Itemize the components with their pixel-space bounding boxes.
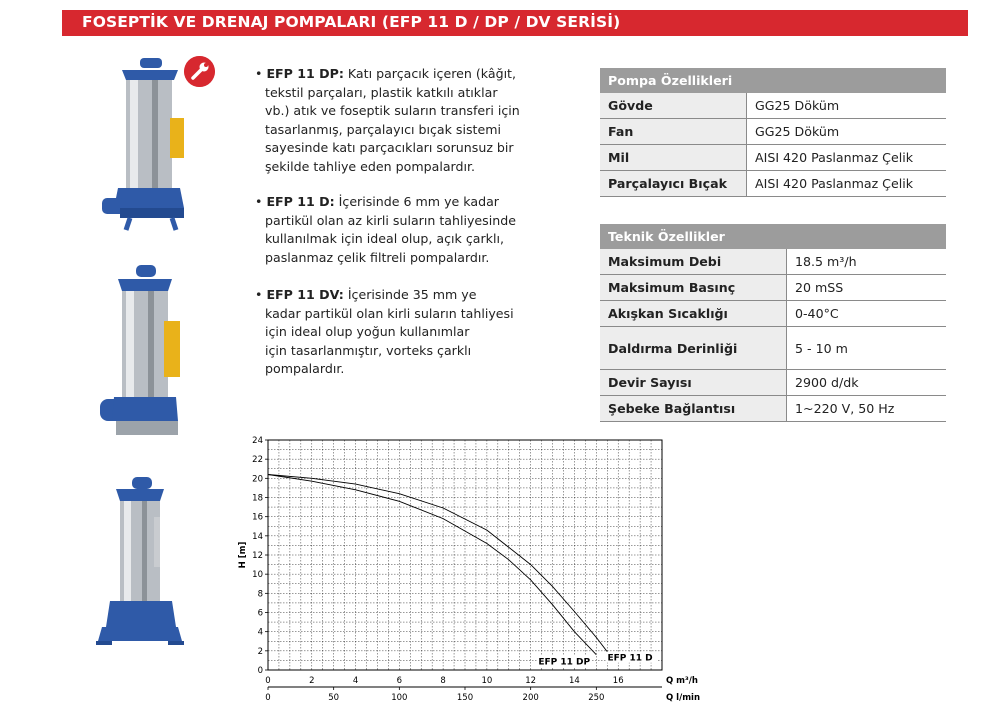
y-tick-label: 6 bbox=[257, 608, 263, 619]
description-dp-line-5: sayesinde katı parçacıkları sorunsuz bir bbox=[265, 140, 514, 156]
y-tick-label: 4 bbox=[257, 627, 263, 638]
table-row: Mil AISI 420 Paslanmaz Çelik bbox=[600, 145, 946, 171]
table-row: Maksimum Basınç 20 mSS bbox=[600, 275, 946, 301]
description-dv-line-2: kadar partikül olan kirli suların tahliyesi bbox=[265, 305, 514, 321]
title-banner bbox=[62, 10, 968, 36]
page-title: FOSEPTİK VE DRENAJ POMPALARI (EFP 11 D / DP / DV SERİSİ) bbox=[82, 13, 621, 31]
x-tick-label: 6 bbox=[396, 676, 403, 686]
y-tick-label: 16 bbox=[252, 512, 263, 523]
description-dv-line-3: için ideal olup yoğun kullanımlar bbox=[265, 324, 470, 340]
table-row: Akışkan Sıcaklığı 0-40°C bbox=[600, 301, 946, 327]
tech-specs-title: Teknik Özellikler bbox=[600, 224, 946, 249]
pump-image-d bbox=[98, 265, 190, 440]
x-tick-label: 4 bbox=[352, 676, 359, 686]
description-d bbox=[255, 193, 535, 267]
pump-specs-title: Pompa Özellikleri bbox=[600, 68, 946, 93]
wrench-icon bbox=[184, 56, 215, 87]
y-tick-label: 12 bbox=[252, 551, 263, 561]
description-dp bbox=[255, 65, 535, 177]
x2-axis-label: Q l/min bbox=[666, 693, 701, 703]
table-row: Gövde GG25 Döküm bbox=[600, 93, 946, 119]
y-tick-label: 10 bbox=[252, 570, 263, 581]
table-row: Parçalayıcı Bıçak AISI 420 Paslanmaz Çelik bbox=[600, 171, 946, 197]
description-d-line-3: kullanılmak için ideal olup, açık çarklı, bbox=[265, 231, 504, 247]
description-dp-line-3: vb.) atık ve foseptik suların transferi için bbox=[265, 103, 520, 119]
tech-specs-table bbox=[600, 224, 946, 422]
y-tick-label: 18 bbox=[252, 493, 263, 504]
y-tick-label: 20 bbox=[252, 474, 263, 485]
description-d-line-4: paslanmaz çelik filtreli pompalardır. bbox=[265, 249, 490, 265]
y-axis-label: H [m] bbox=[238, 541, 248, 569]
x-tick-label: 10 bbox=[481, 676, 493, 686]
description-dv-line-1: • EFP 11 DV: İçerisinde 35 mm ye bbox=[255, 287, 477, 302]
x-tick-label: 12 bbox=[525, 676, 537, 686]
x-tick-label: 0 bbox=[265, 676, 271, 686]
description-dp-line-4: tasarlanmış, parçalayıcı bıçak sistemi bbox=[265, 121, 501, 137]
description-dp-line-2: tekstil parçaları, plastik katkılı atıklar bbox=[265, 84, 498, 100]
description-dp-line-1: • EFP 11 DP: Katı parçacık içeren (kâğıt, bbox=[255, 66, 517, 81]
table-row: Daldırma Derinliği 5 - 10 m bbox=[600, 327, 946, 370]
x2-tick-label: 100 bbox=[391, 693, 408, 703]
pump-image-dv bbox=[92, 477, 186, 649]
description-dv-line-4: için tasarlanmıştır, vorteks çarklı bbox=[265, 342, 472, 358]
x2-tick-label: 150 bbox=[456, 693, 474, 703]
x2-tick-label: 250 bbox=[588, 693, 605, 703]
table-row: Şebeke Bağlantısı 1~220 V, 50 Hz bbox=[600, 396, 946, 422]
pump-specs-table bbox=[600, 68, 946, 197]
y-tick-label: 24 bbox=[252, 436, 263, 446]
pump-image-dp bbox=[100, 58, 190, 233]
series-label-2: EFP 11 D bbox=[607, 653, 653, 664]
performance-chart bbox=[236, 430, 706, 710]
description-d-line-1: • EFP 11 D: İçerisinde 6 mm ye kadar bbox=[255, 194, 499, 209]
y-tick-label: 14 bbox=[252, 531, 263, 542]
table-row: Devir Sayısı 2900 d/dk bbox=[600, 370, 946, 396]
x-tick-label: 16 bbox=[612, 676, 624, 686]
table-row: Maksimum Debi 18.5 m³/h bbox=[600, 249, 946, 275]
description-d-line-2: partikül olan az kirli suların tahliyesinde bbox=[265, 212, 516, 228]
y-tick-label: 22 bbox=[252, 455, 263, 466]
x-tick-label: 8 bbox=[440, 676, 446, 686]
y-tick-label: 0 bbox=[257, 666, 263, 676]
y-tick-label: 2 bbox=[257, 646, 263, 657]
series-label-1: EFP 11 DP bbox=[538, 657, 591, 668]
description-dv bbox=[255, 286, 535, 379]
x2-tick-label: 50 bbox=[328, 693, 340, 703]
table-row: Fan GG25 Döküm bbox=[600, 119, 946, 145]
x2-tick-label: 200 bbox=[522, 693, 539, 703]
x-axis-label: Q m³/h bbox=[666, 676, 698, 686]
x2-tick-label: 0 bbox=[265, 693, 271, 703]
description-dp-line-6: şekilde tahliye eden pompalardır. bbox=[265, 158, 476, 174]
y-tick-label: 8 bbox=[257, 589, 263, 600]
x-tick-label: 2 bbox=[309, 676, 315, 686]
description-dv-line-5: pompalardır. bbox=[265, 361, 345, 377]
x-tick-label: 14 bbox=[569, 676, 580, 686]
